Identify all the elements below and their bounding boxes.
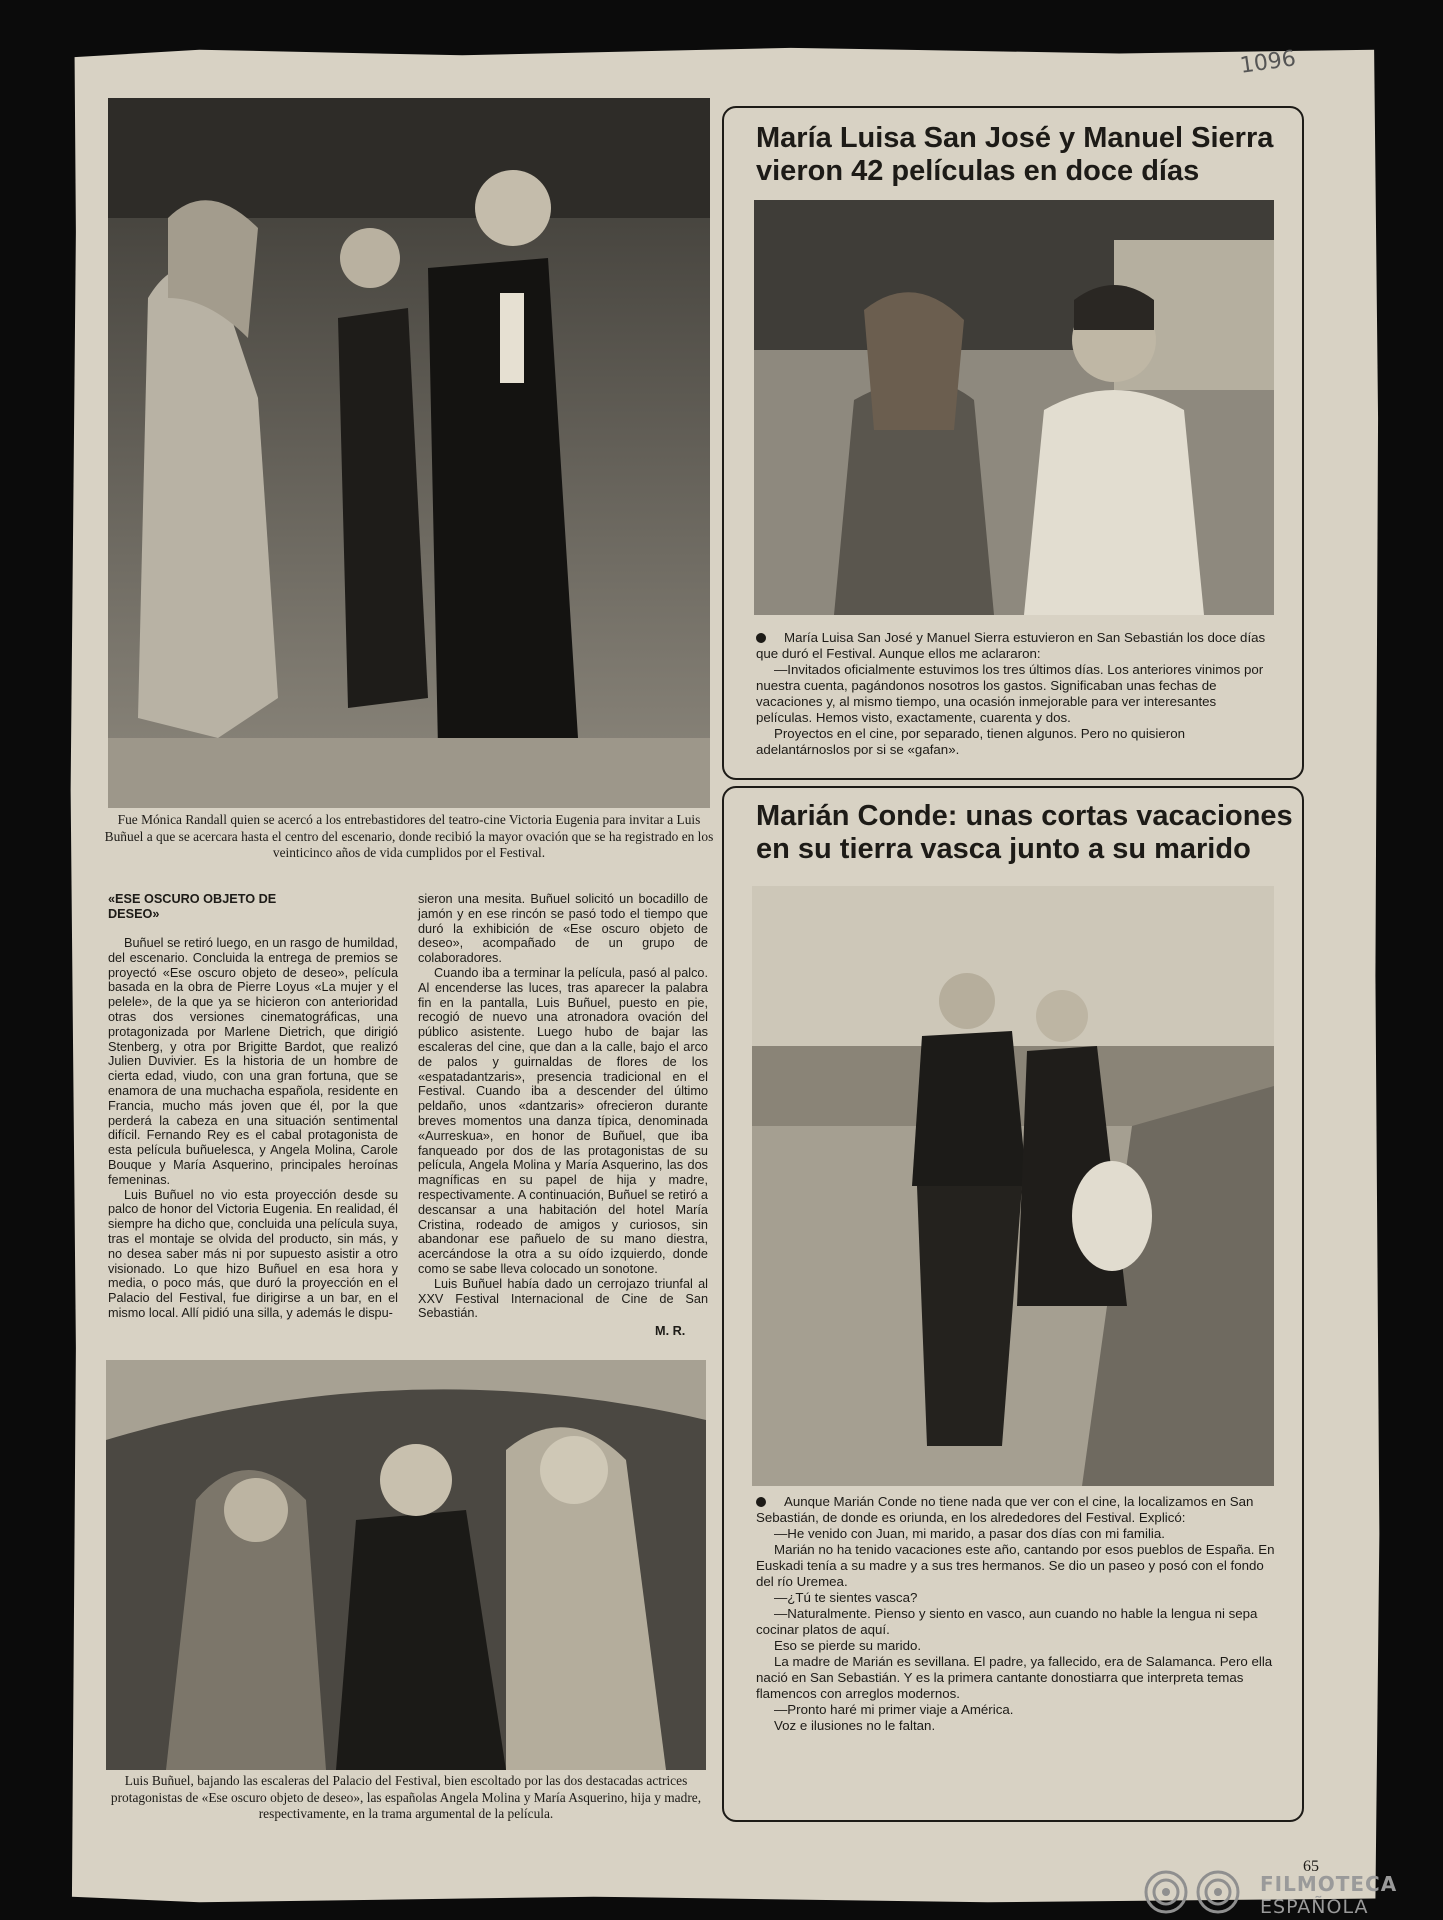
article-column-2 xyxy=(418,892,708,1321)
article-col1-paragraph-2: Luis Buñuel no vio esta proyección desde su palco de honor del Victoria Eugenia. En realidad, él siempre ha dicho que, concluida una película suya, tras el montaje se olvida del producto, sin más, y no desea saber más ni por supuesto asistir a otro visionado. Lo que hizo Buñuel en esa hora y media, o poco más, que duró la proyección en el Palacio del Festival, fue dirigirse a un bar, en el mismo local. Allí pidió una silla, y además le dispu- xyxy=(108,1187,398,1320)
box2-paragraph-2: —He venido con Juan, mi marido, a pasar dos días con mi familia. xyxy=(774,1526,1165,1541)
photo-caption-bottom-left: Luis Buñuel, bajando las escaleras del Palacio del Festival, bien escoltado por las dos destacadas actrices protagonistas de «Ese oscuro objeto de deseo», las españolas Angela Molina y María Asquerino, hija y madre, respectivamente, en la trama argumental de la película. xyxy=(110,1773,702,1822)
box2-headline-line-1: Marián Conde: unas cortas vacaciones xyxy=(756,800,1293,832)
box2-paragraph-3: Marián no ha tenido vacaciones este año, cantando por esos pueblos de España. En Euskadi tenía a su madre y a sus tres hermanos. Se dio un paseo y posó con el fondo del río Uremea. xyxy=(756,1542,1275,1589)
box1-headline-line-1: María Luisa San José y Manuel Sierra xyxy=(756,122,1274,154)
box2-paragraph-4: —¿Tú te sientes vasca? xyxy=(774,1590,918,1605)
box1-paragraph-1: María Luisa San José y Manuel Sierra estuvieron en San Sebastián los doce días que duró el Festival. Aunque ellos me aclararon: xyxy=(756,630,1266,661)
logo-text-line-2: ESPAÑOLA xyxy=(1260,1896,1369,1918)
box1-headline-line-2: vieron 42 películas en doce días xyxy=(756,155,1200,187)
box1-paragraph-2: —Invitados oficialmente estuvimos los tres últimos días. Los anteriores vinimos por nuestra cuenta, pagándonos nosotros los gastos. Significaban unas fechas de vacaciones y, al mismo tiempo, una ocasión inmejorable para ver interesantes películas. Hemos visto, exactamente, cuarenta y dos. xyxy=(756,662,1264,725)
box2-headline-line-2: en su tierra vasca junto a su marido xyxy=(756,833,1251,865)
photo-bunuel-stairs xyxy=(106,1360,706,1770)
article-col2-paragraph-2: Cuando iba a terminar la película, pasó al palco. Al encenderse las luces, tras aparecer la palabra fin en la pantalla, Luis Buñuel, puesto en pie, recogió de nuevo una atronadora ovación del público asistente. Luego hubo de bajar las escaleras del cine, que dan a la calle, bajo el arco de palos y guirnaldas de flores de los «espatadantzaris», presencia tradicional en el Festival. Cuando iba a descender del último peldaño, unos «dantzaris» ofrecieron durante breves momentos una danza típica, denominada «Aurreskua», en honor de Buñuel, que iba fanqueado por dos de las protagonistas de su película, Angela Molina y María Asquerino, las dos magníficas en su papel de hija y madre, respectivamente. A continuación, Buñuel se retiró a descansar a una habitación del hotel María Cristina, rodeado de amigos y curiosos, sin abandonar ese pañuelo de su mano diestra, acercándose la otra a su oído izquierdo, donde como se sabe lleva colocado un sonotone. xyxy=(418,965,708,1276)
bullet-icon xyxy=(756,633,766,643)
bullet-icon xyxy=(756,1497,766,1507)
photo-san-jose-sierra xyxy=(754,200,1274,615)
article-col1-paragraph-1: Buñuel se retiró luego, en un rasgo de humildad, del escenario. Concluida la entrega de premios se proyectó «Ese oscuro objeto de deseo», película basada en la obra de Pierre Loyus «La mujer y el pelele», de la que ya se hicieron con anterioridad otras dos versiones cinematográficas, una protagonizada por Marlene Dietrich, que dirigió Stenberg, y otra por Brigitte Bardot, que realizó Julien Duvivier. Es la historia de un hombre de cierta edad, viudo, con una gran fortuna, que se enamora de una muchacha española, residente en Francia, mucho más joven que él, por la que perderá la cabeza en una situación sentimental difícil. Fernando Rey es el cabal protagonista de esta película buñuelesca, y Angela Molina, Carole Bouque y María Asquerino, principales heroínas femeninas. xyxy=(108,936,398,1187)
article-subhead: «ESE OSCURO OBJETO DE DESEO» xyxy=(108,892,277,921)
article-col2-paragraph-1: sieron una mesita. Buñuel solicitó un bocadillo de jamón y en ese rincón se pasó todo el tiempo que duró la exhibición de «Ese oscuro objeto de deseo», acompañado de un grupo de colaboradores. xyxy=(418,892,708,966)
box2-paragraph-5: —Naturalmente. Pienso y siento en vasco, aun cuando no hable la lengua ni sepa cocinar platos de aquí. xyxy=(756,1606,1258,1637)
photo-caption-top-left: Fue Mónica Randall quien se acercó a los entrebastidores del teatro-cine Victoria Eugenia para invitar a Luis Buñuel a que se acercara hasta el centro del escenario, donde recibió la mayor ovación que se ha registrado en los veinticinco años de vida cumplidos por el Festival. xyxy=(104,812,714,861)
article-col2-paragraph-3: Luis Buñuel había dado un cerrojazo triunfal al XXV Festival Internacional de Cine de San Sebastián. xyxy=(418,1276,708,1321)
article-column-1 xyxy=(108,936,398,1321)
box2-paragraph-7: La madre de Marián es sevillana. El padre, ya fallecido, era de Salamanca. Pero ella nació en San Sebastián. Y es la primera cantante donostiarra que interpreta temas flamencos con arreglos modernos. xyxy=(756,1654,1273,1701)
article-signature: M. R. xyxy=(655,1324,686,1338)
box2-paragraph-6: Eso se pierde su marido. xyxy=(774,1638,922,1653)
box2-headline xyxy=(756,800,1296,866)
logo-text-line-1: FILMOTECA xyxy=(1260,1872,1398,1896)
photo-marian-conde xyxy=(752,886,1274,1486)
archive-handwritten-number: 1096 xyxy=(1238,46,1298,79)
box2-body xyxy=(756,1494,1276,1734)
box1-body xyxy=(756,630,1276,758)
box1-headline xyxy=(756,122,1296,188)
box2-paragraph-8: —Pronto haré mi primer viaje a América. xyxy=(774,1702,1014,1717)
box2-paragraph-1: Aunque Marián Conde no tiene nada que ver con el cine, la localizamos en San Sebastián, de donde es oriunda, en los alrededores del Festival. Explicó: xyxy=(756,1494,1254,1525)
box2-paragraph-9: Voz e ilusiones no le faltan. xyxy=(774,1718,936,1733)
page-number: 65 xyxy=(1303,1858,1319,1875)
photo-randall-bunuel-stage xyxy=(108,98,710,808)
box1-paragraph-3: Proyectos en el cine, por separado, tienen algunos. Pero no quisieron adelantárnoslos por si se «gafan». xyxy=(756,726,1185,757)
